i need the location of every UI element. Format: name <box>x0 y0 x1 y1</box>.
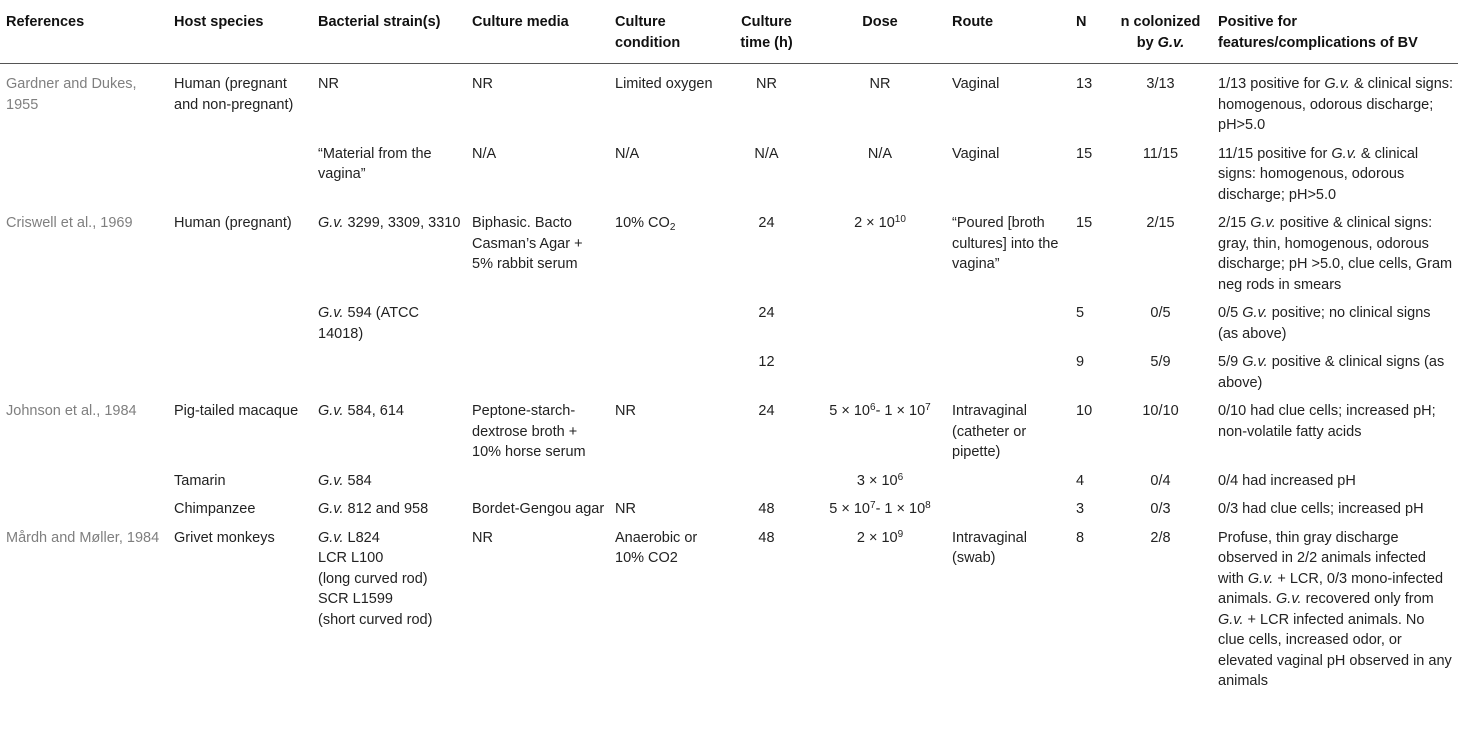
table-row <box>0 64 1458 140</box>
header-route: Route <box>952 14 994 30</box>
colonized-cell: 10/10 <box>1142 403 1179 419</box>
host-cell: Tamarin <box>174 472 226 489</box>
condition-cell <box>611 348 721 397</box>
condition-cell: 10% $CO_2$ <box>615 215 676 233</box>
colonized-cell: 11/15 <box>1142 145 1179 162</box>
dose-cell: $3 \times 10^6$ <box>856 471 904 489</box>
media-cell <box>468 299 611 348</box>
media-cell: NR <box>472 529 493 546</box>
time-cell: 24 <box>758 305 775 321</box>
n-cell: 4 <box>1076 472 1085 489</box>
media-cell: Bordet-Gengou agar <box>472 501 605 517</box>
colonized-cell: 2/15 <box>1146 215 1175 231</box>
condition-cell: Anaerobic or 10% CO2 <box>615 529 698 566</box>
strain-cell: G.v. 584 <box>318 472 372 489</box>
strain-cell: G.v. 812 and 958 <box>318 501 429 517</box>
route-cell: Vaginal <box>952 145 1000 162</box>
reference-cell: Criswell et al., 1969 <box>6 215 133 231</box>
host-cell: Human (pregnant and non-pregnant) <box>174 76 294 113</box>
positive-cell: 5/9 G.v. positive & clinical signs (as above) <box>1218 354 1445 391</box>
condition-cell: NR <box>615 403 636 419</box>
table-row <box>0 209 1458 299</box>
colonized-cell: 3/13 <box>1146 76 1175 92</box>
media-cell: NR <box>472 76 493 92</box>
media-cell: Biphasic. Bacto Casman’s Agar + 5% rabbit serum <box>472 215 583 272</box>
host-cell: Pig-tailed macaque <box>174 403 299 419</box>
table-row <box>0 524 1458 696</box>
dose-cell: $2 \times 10^9$ <box>856 528 904 546</box>
header-host-species: Host species <box>174 14 264 30</box>
media-cell <box>468 348 611 397</box>
colonized-cell: 0/3 <box>1150 501 1171 517</box>
host-cell <box>170 348 314 397</box>
route-cell: Intravaginal (swab) <box>952 529 1027 566</box>
condition-cell <box>611 299 721 348</box>
reference-cell <box>0 467 170 496</box>
positive-cell: Profuse, thin gray discharge observed in 2/2 animals infected with G.v. + LCR, 0/3 mono-infected animals. G.v. recovered only from G.v. + LCR infected animals. No clue cells, increased odor, or elevated vaginal pH observed in any animals <box>1218 529 1452 689</box>
host-cell <box>170 299 314 348</box>
positive-cell: 2/15 G.v. positive & clinical signs: gray, thin, homogenous, odorous discharge; pH >5.0, clue cells, Gram neg rods in smears <box>1218 215 1453 293</box>
header-culture-condition: Culture condition <box>615 14 681 51</box>
media-cell <box>468 467 611 496</box>
dose-cell: $2 \times 10^{10}$ <box>854 214 906 231</box>
dose-cell: NR <box>869 76 891 92</box>
colonized-cell: 0/4 <box>1150 472 1171 489</box>
route-cell <box>948 348 1072 397</box>
time-cell: 24 <box>758 403 775 419</box>
dose-cell <box>812 348 948 397</box>
route-cell <box>948 467 1072 496</box>
media-cell: Peptone-starch-dextrose broth + 10% horse serum <box>472 403 586 460</box>
condition-cell: NR <box>615 501 636 517</box>
dose-cell: $5 \times 10^7-$ $1 \times 10^8$ <box>829 500 931 517</box>
route-cell <box>948 495 1072 524</box>
n-cell: 8 <box>1076 529 1085 546</box>
host-cell: Human (pregnant) <box>174 215 292 231</box>
condition-cell: Limited oxygen <box>615 76 713 92</box>
table-row <box>0 348 1458 397</box>
time-cell: 48 <box>758 501 775 517</box>
reference-cell: Gardner and Dukes, 1955 <box>6 76 137 113</box>
time-cell: NR <box>756 76 777 92</box>
strain-cell: G.v. L824 LCR L100 (long curved rod) SCR L1599 (short curved rod) <box>318 529 433 628</box>
host-cell: Chimpanzee <box>174 501 256 517</box>
strain-cell: G.v. 3299, 3309, 3310 <box>318 215 461 231</box>
strain-cell: G.v. 584, 614 <box>318 403 404 419</box>
time-cell <box>721 467 812 496</box>
colonized-cell: 5/9 <box>1150 354 1171 370</box>
positive-cell: 0/3 had clue cells; increased pH <box>1218 501 1424 517</box>
header-culture-media: Culture media <box>472 14 569 30</box>
route-cell: “Poured [broth cultures] into the vagina” <box>952 215 1059 272</box>
dose-cell: $5 \times 10^6-$ $1 \times 10^7$ <box>829 402 931 419</box>
n-cell: 15 <box>1076 145 1093 162</box>
table-row <box>0 140 1458 210</box>
reference-cell: Johnson et al., 1984 <box>6 403 137 419</box>
colonized-cell: 0/5 <box>1150 305 1171 321</box>
table-row <box>0 467 1458 496</box>
time-cell: 24 <box>758 215 775 231</box>
positive-cell: 0/5 G.v. positive; no clinical signs (as above) <box>1218 305 1431 342</box>
table-row <box>0 495 1458 524</box>
condition-cell: N/A <box>615 145 640 162</box>
header-dose: Dose <box>862 14 898 30</box>
route-cell: Vaginal <box>952 76 1000 92</box>
dose-cell: N/A <box>867 145 893 162</box>
header-culture-time: Culture time (h) <box>740 14 793 51</box>
n-cell: 10 <box>1076 403 1093 419</box>
condition-cell <box>611 467 721 496</box>
reference-cell <box>0 299 170 348</box>
strain-cell: “Material from the vagina” <box>318 145 432 182</box>
time-cell: 12 <box>758 354 775 370</box>
header-n-colonized: n colonized by G.v. <box>1120 14 1201 51</box>
header-n: N <box>1076 14 1087 30</box>
n-cell: 3 <box>1076 501 1085 517</box>
host-cell <box>170 140 314 210</box>
table-row <box>0 299 1458 348</box>
route-cell: Intravaginal (catheter or pipette) <box>952 403 1027 460</box>
reference-cell: Mårdh and Møller, 1984 <box>6 529 160 546</box>
time-cell: N/A <box>754 145 779 162</box>
reference-cell <box>0 140 170 210</box>
strain-cell: G.v. 594 (ATCC 14018) <box>318 305 419 342</box>
reference-cell <box>0 495 170 524</box>
dose-cell <box>812 299 948 348</box>
header-row <box>0 0 1458 64</box>
positive-cell: 0/4 had increased pH <box>1218 472 1356 489</box>
header-bacterial-strains: Bacterial strain(s) <box>318 14 441 30</box>
n-cell: 13 <box>1076 76 1093 92</box>
host-cell: Grivet monkeys <box>174 529 275 546</box>
strain-cell <box>314 348 468 397</box>
header-references: References <box>6 14 85 30</box>
n-cell: 5 <box>1076 305 1085 321</box>
n-cell: 15 <box>1076 215 1093 231</box>
strain-cell: NR <box>318 76 339 92</box>
header-positive-features: Positive for features/complications of BV <box>1218 14 1418 51</box>
colonized-cell: 2/8 <box>1150 529 1171 546</box>
n-cell: 9 <box>1076 354 1085 370</box>
media-cell: N/A <box>472 145 497 162</box>
reference-cell <box>0 348 170 397</box>
positive-cell: 11/15 positive for G.v. & clinical signs: homogenous, odorous discharge; pH>5.0 <box>1218 145 1419 203</box>
positive-cell: 1/13 positive for G.v. & clinical signs: homogenous, odorous discharge; pH>5.0 <box>1218 76 1454 133</box>
time-cell: 48 <box>758 529 775 546</box>
positive-cell: 0/10 had clue cells; increased pH; non-volatile fatty acids <box>1218 403 1436 440</box>
table-row <box>0 397 1458 467</box>
route-cell <box>948 299 1072 348</box>
